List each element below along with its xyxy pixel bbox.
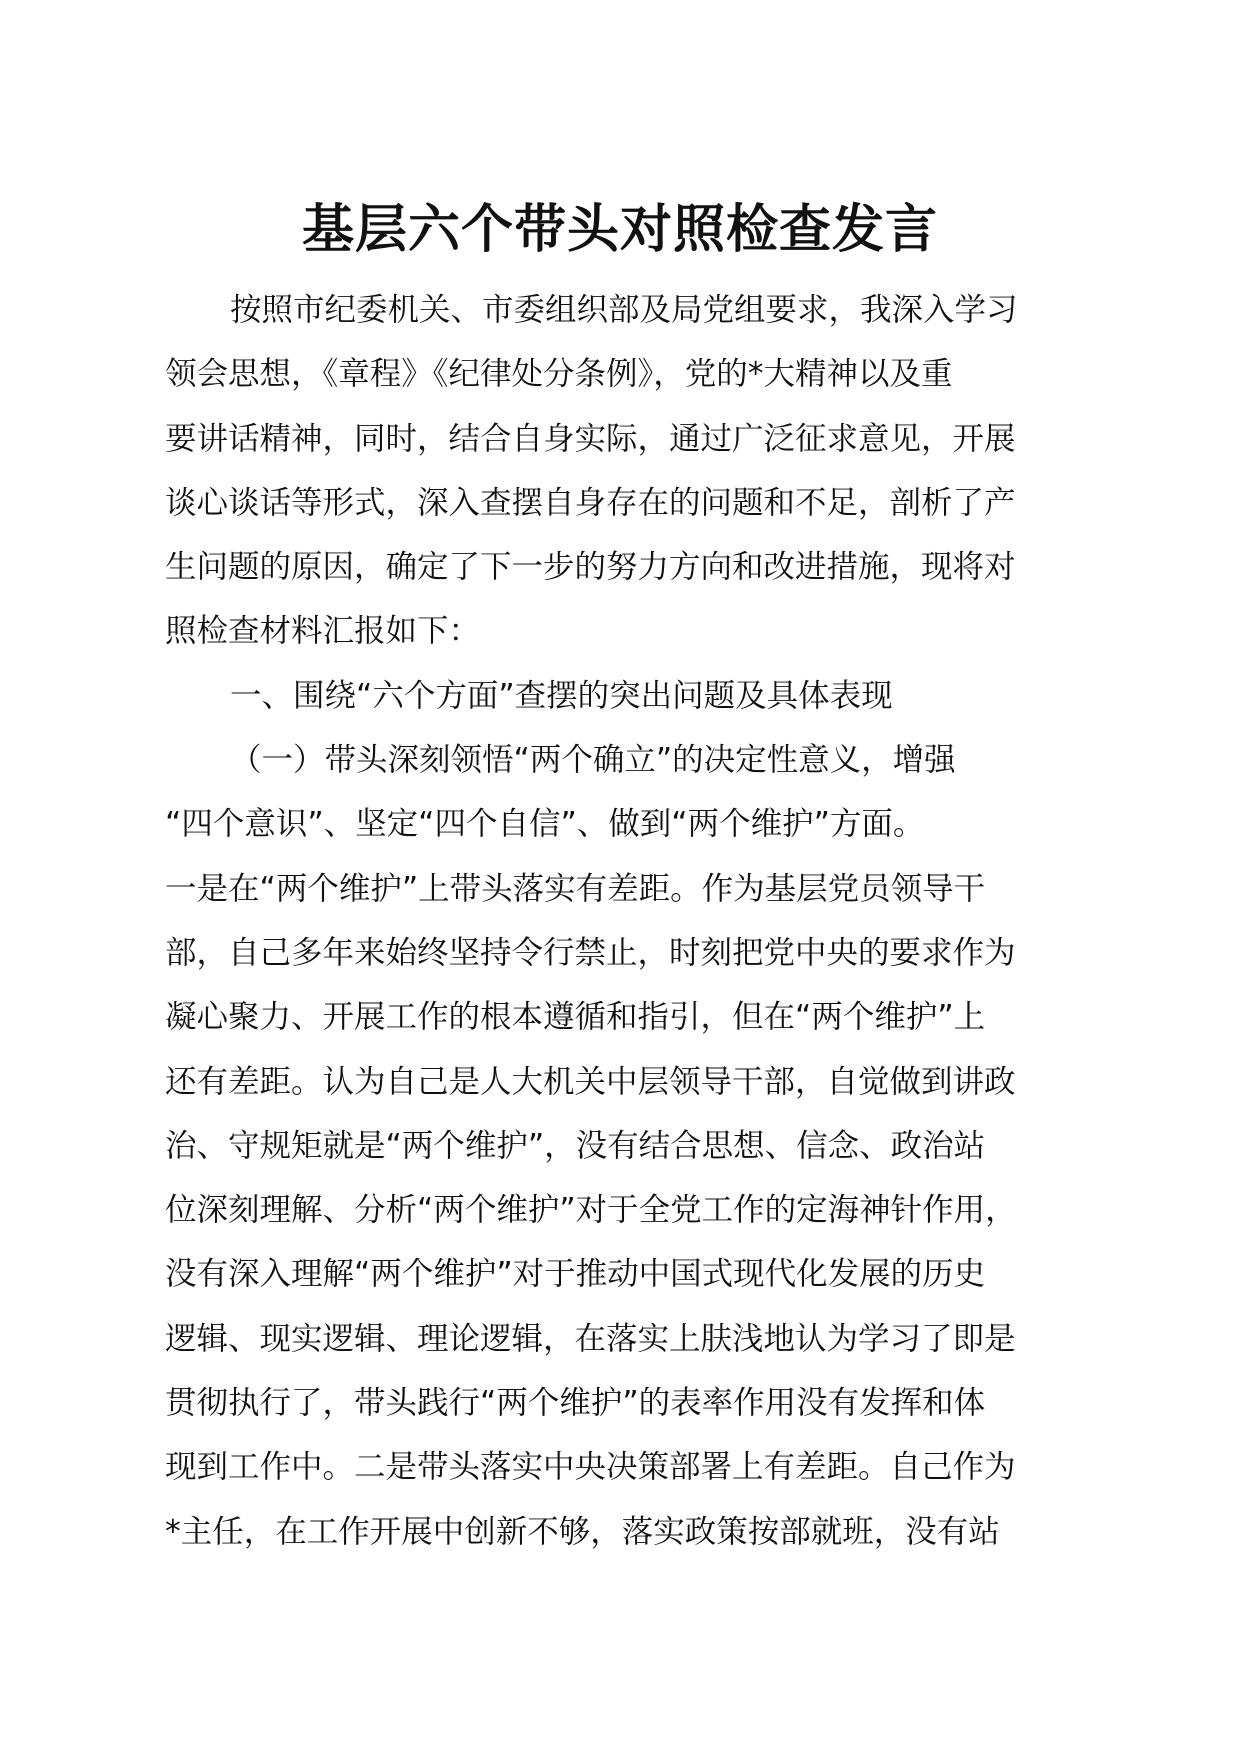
paragraph-line: 凝心聚力、开展工作的根本遵循和指引，但在“两个维护”上 xyxy=(165,999,986,1036)
section-heading: 一、围绕“六个方面”查摆的突出问题及具体表现 xyxy=(230,677,893,714)
document-title: 基层六个带头对照检查发言 xyxy=(301,200,938,260)
paragraph-line: 领会思想，《章程》《纪律处分条例》，党的*大精神以及重 xyxy=(165,356,953,393)
paragraph-line: 治、守规矩就是“两个维护”，没有结合思想、信念、政治站 xyxy=(165,1127,986,1164)
paragraph-line: *主任，在工作开展中创新不够，落实政策按部就班，没有站 xyxy=(165,1513,1000,1550)
paragraph-line: 逻辑、现实逻辑、理论逻辑，在落实上肤浅地认为学习了即是 xyxy=(165,1320,1016,1357)
paragraph-line: 谈心谈话等形式，深入查摆自身存在的问题和不足，剖析了产 xyxy=(165,484,1016,521)
paragraph-line: 按照市纪委机关、市委组织部及局党组要求，我深入学习 xyxy=(230,292,1018,328)
paragraph-line: 还有差距。认为自己是人大机关中层领导干部，自觉做到讲政 xyxy=(165,1063,1016,1100)
paragraph-line: 照检查材料汇报如下： xyxy=(165,613,481,650)
paragraph-line: 现到工作中。二是带头落实中央决策部署上有差距。自己作为 xyxy=(165,1449,1016,1486)
paragraph-line: “四个意识”、坚定“四个自信”、做到“两个维护”方面。 xyxy=(165,806,925,843)
paragraph-line: 贯彻执行了，带头践行“两个维护”的表率作用没有发挥和体 xyxy=(165,1385,986,1422)
paragraph-line: 没有深入理解“两个维护”对于推动中国式现代化发展的历史 xyxy=(165,1256,986,1293)
paragraph-line: 要讲话精神，同时，结合自身实际，通过广泛征求意见，开展 xyxy=(165,420,1016,457)
document-body xyxy=(165,278,1115,1564)
subsection-heading: （一）带头深刻领悟“两个确立”的决定性意义，增强 xyxy=(230,742,956,779)
paragraph-line: 生问题的原因，确定了下一步的努力方向和改进措施，现将对 xyxy=(165,549,1016,586)
paragraph-line: 一是在“两个维护”上带头落实有差距。作为基层党员领导干 xyxy=(165,870,986,907)
paragraph-line: 位深刻理解、分析“两个维护”对于全党工作的定海神针作用， xyxy=(165,1192,1017,1229)
paragraph-line: 部，自己多年来始终坚持令行禁止，时刻把党中央的要求作为 xyxy=(165,934,1016,971)
